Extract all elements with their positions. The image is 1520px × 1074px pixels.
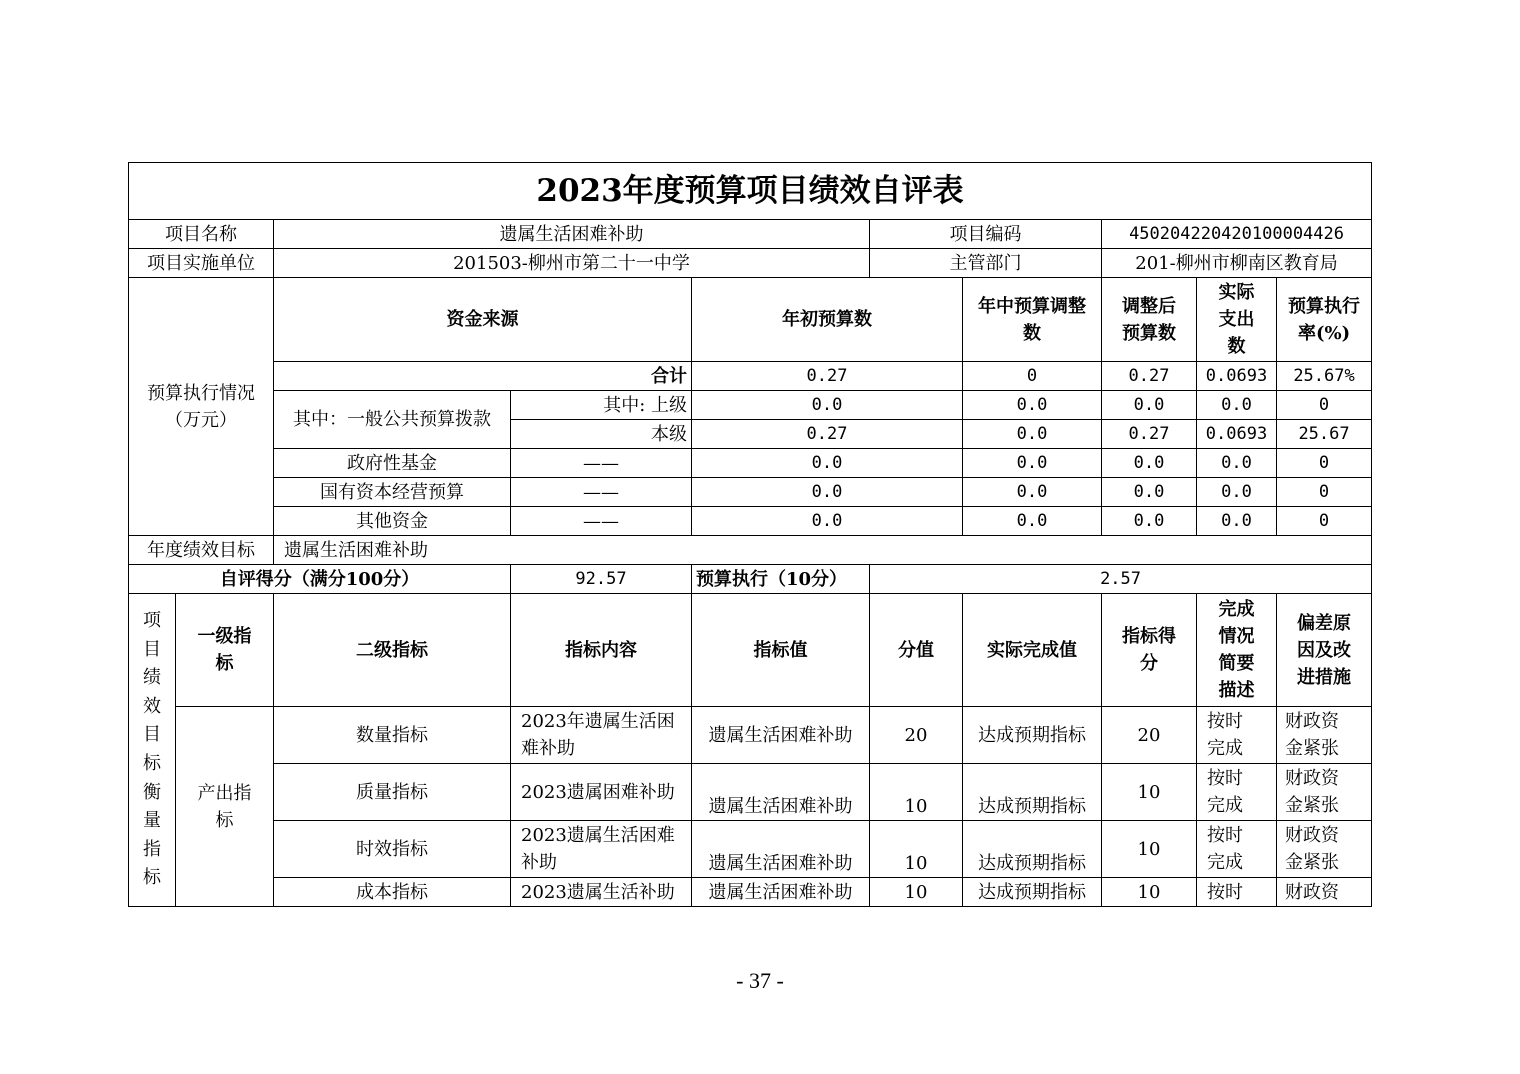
performance-table-lower <box>128 535 1372 907</box>
project-unit-value: 201503-柳州市第二十一中学 <box>274 249 870 278</box>
content-cell: 2023遗属生活困难补助 <box>511 821 692 878</box>
local-initial: 0.27 <box>692 420 963 449</box>
performance-table-sheet <box>128 162 1371 907</box>
fund-row-mid: 0.0 <box>963 507 1102 536</box>
table-row <box>129 391 1372 420</box>
level2-cell: 成本指标 <box>274 878 511 907</box>
upper-actual: 0.0 <box>1197 391 1277 420</box>
fund-row-adjusted: 0.0 <box>1102 449 1197 478</box>
general-budget-label: 其中：一般公共预算拨款 <box>274 391 511 449</box>
upper-level-label: 其中: 上级 <box>511 391 692 420</box>
total-mid: 0 <box>963 362 1102 391</box>
desc-cell: 按时完成 <box>1197 821 1277 878</box>
header-mid-adjust: 年中预算调整数 <box>963 278 1102 362</box>
total-rate: 25.67% <box>1277 362 1372 391</box>
actual-cell: 达成预期指标 <box>963 764 1102 821</box>
table-row <box>129 449 1372 478</box>
budget-exec-score-value: 2.57 <box>870 565 1372 594</box>
fund-row-adjusted: 0.0 <box>1102 507 1197 536</box>
header-score: 指标得分 <box>1102 594 1197 707</box>
indicator-section-label-text: 项目绩效目标衡量指标 <box>143 610 161 889</box>
content-cell: 2023遗属困难补助 <box>511 764 692 821</box>
header-adjusted-budget: 调整后预算数 <box>1102 278 1197 362</box>
level2-cell: 时效指标 <box>274 821 511 878</box>
header-level1: 一级指标 <box>176 594 274 707</box>
points-cell: 10 <box>870 878 963 907</box>
header-fund-source: 资金来源 <box>274 278 692 362</box>
fund-row-initial: 0.0 <box>692 449 963 478</box>
target-cell: 遗属生活困难补助 <box>692 878 870 907</box>
header-points: 分值 <box>870 594 963 707</box>
fund-row-label: 政府性基金 <box>274 449 511 478</box>
header-actual-spend: 实际支出数 <box>1197 278 1277 362</box>
local-mid: 0.0 <box>963 420 1102 449</box>
local-level-label: 本级 <box>511 420 692 449</box>
fund-row-initial: 0.0 <box>692 507 963 536</box>
local-actual: 0.0693 <box>1197 420 1277 449</box>
project-name-label: 项目名称 <box>129 220 274 249</box>
dept-value: 201-柳州市柳南区教育局 <box>1102 249 1372 278</box>
upper-initial: 0.0 <box>692 391 963 420</box>
content-cell: 2023年遗属生活困难补助 <box>511 707 692 764</box>
local-adjusted: 0.27 <box>1102 420 1197 449</box>
fund-row-dash: —— <box>511 507 692 536</box>
header-target: 指标值 <box>692 594 870 707</box>
table-row <box>129 878 1372 907</box>
points-cell: 10 <box>870 821 963 878</box>
upper-adjusted: 0.0 <box>1102 391 1197 420</box>
fund-row-actual: 0.0 <box>1197 478 1277 507</box>
budget-exec-score-label: 预算执行（10分） <box>692 565 870 594</box>
fund-row-mid: 0.0 <box>963 449 1102 478</box>
header-desc: 完成情况简要描述 <box>1197 594 1277 707</box>
project-unit-label: 项目实施单位 <box>129 249 274 278</box>
fund-row-rate: 0 <box>1277 507 1372 536</box>
project-code-label: 项目编码 <box>870 220 1102 249</box>
annual-goal-label: 年度绩效目标 <box>129 536 274 565</box>
header-exec-rate: 预算执行率(%) <box>1277 278 1372 362</box>
fund-row-adjusted: 0.0 <box>1102 478 1197 507</box>
fund-row-rate: 0 <box>1277 478 1372 507</box>
fund-row-mid: 0.0 <box>963 478 1102 507</box>
table-row <box>129 478 1372 507</box>
target-cell: 遗属生活困难补助 <box>692 764 870 821</box>
output-indicator-label: 产出指标 <box>176 707 274 907</box>
budget-section-label-text: 预算执行情况（万元） <box>147 382 255 431</box>
score-cell: 20 <box>1102 707 1197 764</box>
score-cell: 10 <box>1102 821 1197 878</box>
table-row <box>129 507 1372 536</box>
target-cell: 遗属生活困难补助 <box>692 821 870 878</box>
budget-section-label <box>129 278 274 536</box>
fund-row-actual: 0.0 <box>1197 507 1277 536</box>
annual-goal-value: 遗属生活困难补助 <box>274 536 1372 565</box>
fund-row-label: 其他资金 <box>274 507 511 536</box>
actual-cell: 达成预期指标 <box>963 707 1102 764</box>
level2-cell: 质量指标 <box>274 764 511 821</box>
level2-cell: 数量指标 <box>274 707 511 764</box>
local-rate: 25.67 <box>1277 420 1372 449</box>
fund-row-rate: 0 <box>1277 449 1372 478</box>
actual-cell: 达成预期指标 <box>963 878 1102 907</box>
header-actual: 实际完成值 <box>963 594 1102 707</box>
score-cell: 10 <box>1102 764 1197 821</box>
page-number: - 37 - <box>736 968 784 993</box>
project-name-value: 遗属生活困难补助 <box>274 220 870 249</box>
desc-cell: 按时完成 <box>1197 764 1277 821</box>
fund-row-initial: 0.0 <box>692 478 963 507</box>
upper-mid: 0.0 <box>963 391 1102 420</box>
header-initial-budget: 年初预算数 <box>692 278 963 362</box>
total-actual: 0.0693 <box>1197 362 1277 391</box>
table-row <box>129 821 1372 878</box>
self-score-value: 92.57 <box>511 565 692 594</box>
fund-row-dash: —— <box>511 449 692 478</box>
fund-row-actual: 0.0 <box>1197 449 1277 478</box>
total-initial: 0.27 <box>692 362 963 391</box>
total-label: 合计 <box>274 362 692 391</box>
reason-cell: 财政资 <box>1277 878 1372 907</box>
table-row <box>129 707 1372 764</box>
header-content: 指标内容 <box>511 594 692 707</box>
desc-cell: 按时完成 <box>1197 707 1277 764</box>
indicator-section-label <box>129 594 176 907</box>
header-reason: 偏差原因及改进措施 <box>1277 594 1372 707</box>
performance-table <box>128 162 1372 536</box>
dept-label: 主管部门 <box>870 249 1102 278</box>
total-adjusted: 0.27 <box>1102 362 1197 391</box>
desc-cell: 按时 <box>1197 878 1277 907</box>
reason-cell: 财政资金紧张 <box>1277 764 1372 821</box>
header-level2: 二级指标 <box>274 594 511 707</box>
points-cell: 10 <box>870 764 963 821</box>
table-row <box>129 764 1372 821</box>
fund-row-dash: —— <box>511 478 692 507</box>
self-score-label: 自评得分（满分100分） <box>129 565 511 594</box>
content-cell: 2023遗属生活补助 <box>511 878 692 907</box>
fund-row-label: 国有资本经营预算 <box>274 478 511 507</box>
score-cell: 10 <box>1102 878 1197 907</box>
project-code-value: 450204220420100004426 <box>1102 220 1372 249</box>
table-row <box>129 362 1372 391</box>
reason-cell: 财政资金紧张 <box>1277 707 1372 764</box>
actual-cell: 达成预期指标 <box>963 821 1102 878</box>
table-title: 2023年度预算项目绩效自评表 <box>129 163 1372 220</box>
upper-rate: 0 <box>1277 391 1372 420</box>
target-cell: 遗属生活困难补助 <box>692 707 870 764</box>
points-cell: 20 <box>870 707 963 764</box>
reason-cell: 财政资金紧张 <box>1277 821 1372 878</box>
